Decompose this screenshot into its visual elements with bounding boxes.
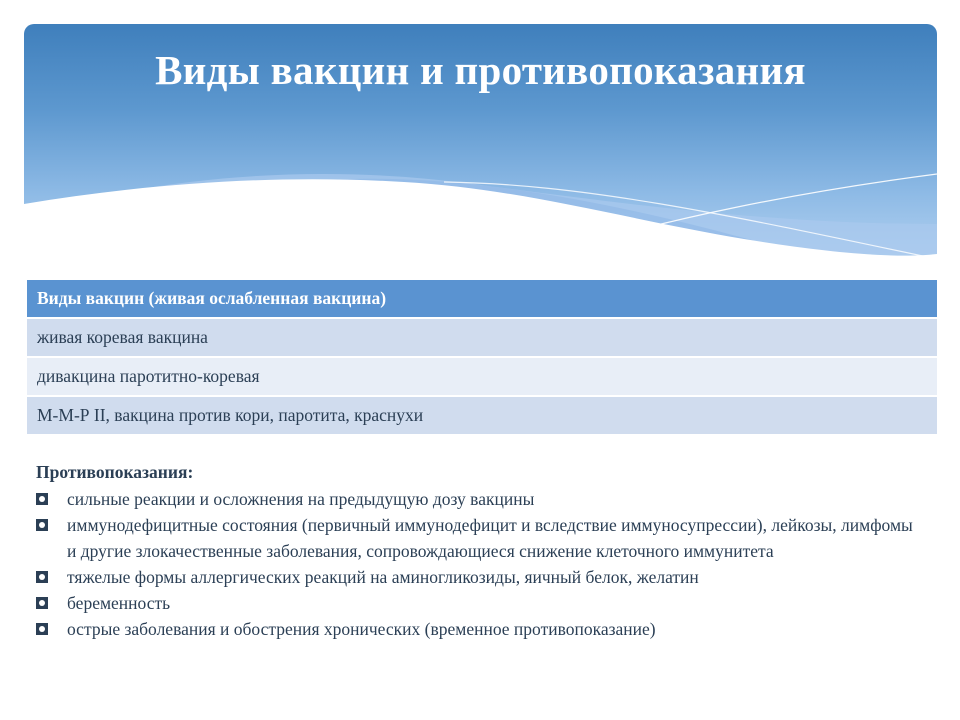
table-header-row — [27, 280, 937, 317]
list-item-text: острые заболевания и обострения хронических (временное противопоказание) — [67, 619, 656, 639]
list-item — [36, 590, 926, 616]
list-item — [36, 486, 926, 512]
list-item-text: сильные реакции и осложнения на предыдущую дозу вакцины — [67, 489, 535, 509]
list-item — [36, 564, 926, 590]
list-item — [36, 512, 926, 564]
contraindications-list — [36, 486, 926, 642]
slide-title: Виды вакцин и противопоказания — [155, 47, 806, 93]
table-cell: М-М-Р II, вакцина против кори, паротита, краснухи — [27, 397, 937, 434]
square-bullet-icon — [36, 519, 48, 531]
contraindications-heading: Противопоказания: — [36, 462, 194, 482]
square-bullet-icon — [36, 597, 48, 609]
table-row — [27, 358, 937, 395]
vaccine-types-table — [27, 278, 937, 436]
square-bullet-icon — [36, 623, 48, 635]
contraindications-section — [36, 459, 926, 642]
square-bullet-icon — [36, 493, 48, 505]
table-cell: живая коревая вакцина — [27, 319, 937, 356]
table-row — [27, 397, 937, 434]
title-banner — [24, 24, 937, 269]
list-item-text: иммунодефицитные состояния (первичный иммунодефицит и вследствие иммуносупрессии), лейкозы, лимфомы и другие злокачественные заболевания, сопровождающиеся снижение клеточного иммунитета — [67, 515, 913, 561]
list-item — [36, 616, 926, 642]
list-item-text: тяжелые формы аллергических реакций на аминогликозиды, яичный белок, желатин — [67, 567, 699, 587]
table-row — [27, 319, 937, 356]
square-bullet-icon — [36, 571, 48, 583]
list-item-text: беременность — [67, 593, 171, 613]
table-cell: дивакцина паротитно-коревая — [27, 358, 937, 395]
table-header-cell: Виды вакцин (живая ослабленная вакцина) — [27, 280, 937, 317]
